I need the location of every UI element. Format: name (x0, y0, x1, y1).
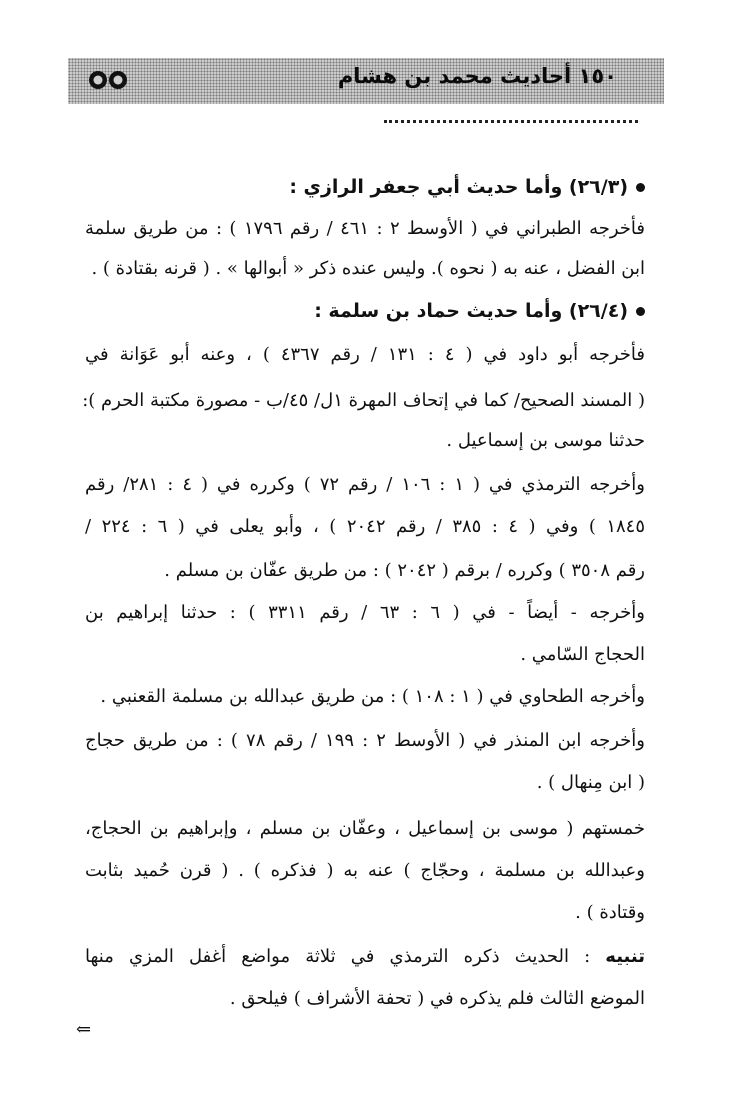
body-line: ١٨٤٥ ) وفي ( ٤ : ٣٨٥ / رقم ٢٠٤٢ ) ، وأبو يعلى في ( ٦ : ٢٢٤ / (85, 516, 646, 537)
body-line: فأخرجه الطبراني في ( الأوسط ٢ : ٤٦١ / رقم ١٧٩٦ ) : من طريق سلمة (85, 218, 645, 239)
body-line: وأخرجه - أيضاً - في ( ٦ : ٦٣ / رقم ٣٣١١ ) : حدثنا إبراهيم بن (85, 602, 645, 623)
section-heading: (٢٦/٤) وأما حديث حماد بن سلمة : (314, 298, 645, 324)
body-line: وأخرجه الطحاوي في ( ١ : ١٠٨ ) : من طريق عبدالله بن مسلمة القعنبي . (100, 686, 645, 707)
continuation-arrow-icon: ⇐ (76, 1019, 92, 1040)
body-line: ابن الفضل ، عنه به ( نحوه ). وليس عنده ذكر « أبوالها » . ( قرنه بقتادة ) . (91, 258, 645, 279)
body-line: فأخرجه أبو داود في ( ٤ : ١٣١ / رقم ٤٣٦٧ ) ، وعنه أبو عَوَانة في (85, 344, 645, 365)
note-label: تنبيه (605, 946, 645, 967)
body-line: وعبدالله بن مسلمة ، وحجّاج ) عنه به ( فذكره ) . ( قرن حُميد بثابت (85, 860, 645, 881)
running-title: أحاديث محمد بن هشام (337, 64, 572, 88)
bullet-icon (636, 307, 645, 316)
note-line: الموضع الثالث فلم يذكره في ( تحفة الأشراف ) فيلحق . (229, 988, 645, 1009)
note-line: تنبيه : الحديث ذكره الترمذي في ثلاثة مواضع أغفل المزي منها (85, 946, 645, 967)
body-line: ( المسند الصحيح/ كما في إتحاف المهرة ١ل/ ٤٥/ب - مصورة مكتبة الحرم ): (82, 390, 645, 411)
page-number: ١٥٠ (578, 64, 617, 88)
body-line: وقتادة ) . (575, 902, 645, 923)
body-line: وأخرجه الترمذي في ( ١ : ١٠٦ / رقم ٧٢ ) وكرره في ( ٤ : ٢٨١/ رقم (85, 474, 646, 495)
body-line: ( ابن مِنهال ) . (536, 772, 645, 793)
body-line: وأخرجه ابن المنذر في ( الأوسط ٢ : ١٩٩ / رقم ٧٨ ) : من طريق حجاج (85, 730, 645, 751)
body-line: الحجاج السّامي . (520, 644, 645, 665)
body-line: خمستهم ( موسى بن إسماعيل ، وعفّان بن مسلم ، وإبراهيم بن الحجاج، (85, 818, 645, 839)
bullet-icon (636, 183, 645, 192)
body-line: رقم ٣٥٠٨ ) وكرره / برقم ( ٢٠٤٢ ) : من طريق عفّان بن مسلم . (164, 560, 645, 581)
section-heading: (٢٦/٣) وأما حديث أبي جعفر الرازي : (289, 174, 645, 200)
header-title (338, 64, 617, 88)
ornament-icon (86, 68, 132, 92)
body-line: حدثنا موسى بن إسماعيل . (446, 430, 645, 451)
footnote-separator (384, 120, 638, 123)
